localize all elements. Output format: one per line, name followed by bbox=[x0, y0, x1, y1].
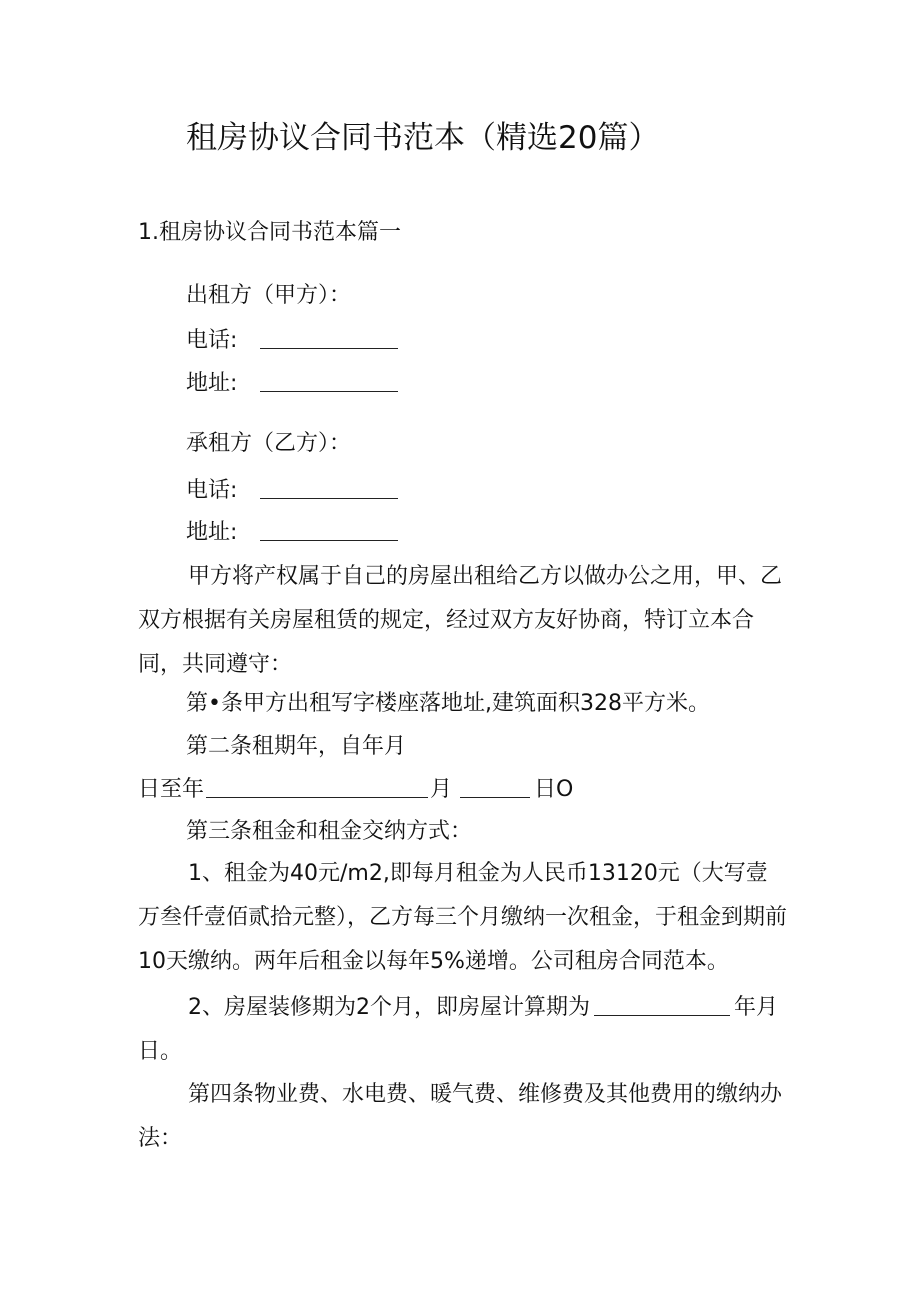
item-2-blank bbox=[594, 997, 730, 1016]
party-b-address-label: 地址: bbox=[186, 520, 238, 545]
article-1: 第•条甲方出租写字楼座落地址,建筑面积328平方米。 bbox=[186, 691, 710, 716]
party-a-address bbox=[186, 369, 398, 399]
party-b-phone-blank bbox=[260, 480, 398, 499]
party-b-phone-label: 电话: bbox=[186, 478, 238, 503]
party-a-address-blank bbox=[260, 373, 398, 392]
item-2-part-b: 年月日。 bbox=[138, 995, 779, 1064]
party-a-phone-blank bbox=[260, 330, 398, 349]
section-heading: 1.租房协议合同书范本篇一 bbox=[138, 220, 401, 245]
intro-paragraph: 甲方将产权属于自己的房屋出租给乙方以做办公之用，甲、乙双方根据有关房屋租赁的规定，经过双方友好协商，特订立本合同，共同遵守： bbox=[138, 564, 783, 677]
party-b-phone bbox=[186, 476, 398, 506]
article-2-part-a: 日至年 bbox=[138, 777, 205, 802]
party-a-address-label: 地址: bbox=[186, 371, 238, 396]
party-b-address bbox=[186, 518, 398, 548]
article-2-part-b: 月 bbox=[430, 777, 453, 802]
article-2-blank-1 bbox=[206, 779, 428, 798]
article-4-paragraph: 第四条物业费、水电费、暖气费、维修费及其他费用的缴纳办法： bbox=[138, 1082, 783, 1151]
item-2-part-a: 2、房屋装修期为2个月，即房屋计算期为 bbox=[188, 995, 590, 1020]
article-2-line2 bbox=[138, 775, 573, 805]
party-b-label: 承租方（乙方）： bbox=[186, 431, 352, 456]
article-2-line1: 第二条租期年，自年月 bbox=[186, 734, 407, 759]
item-2-paragraph bbox=[138, 986, 788, 1074]
party-b-address-blank bbox=[260, 522, 398, 541]
article-3: 第三条租金和租金交纳方式： bbox=[186, 819, 473, 844]
party-a-label: 出租方（甲方）： bbox=[186, 283, 352, 308]
item-1-paragraph: 1、租金为40元/m2,即每月租金为人民币13120元（大写壹万叁仟壹佰贰拾元整），乙方每三个月缴纳一次租金，于租金到期前10天缴纳。两年后租金以每年5%递增。公司租房合同范本。 bbox=[138, 861, 788, 974]
article-2-part-c: 日O bbox=[534, 777, 574, 802]
party-a-phone bbox=[186, 326, 398, 356]
document-title: 租房协议合同书范本（精选20篇） bbox=[186, 120, 660, 156]
article-2-blank-2 bbox=[460, 779, 530, 798]
party-a-phone-label: 电话: bbox=[186, 328, 238, 353]
